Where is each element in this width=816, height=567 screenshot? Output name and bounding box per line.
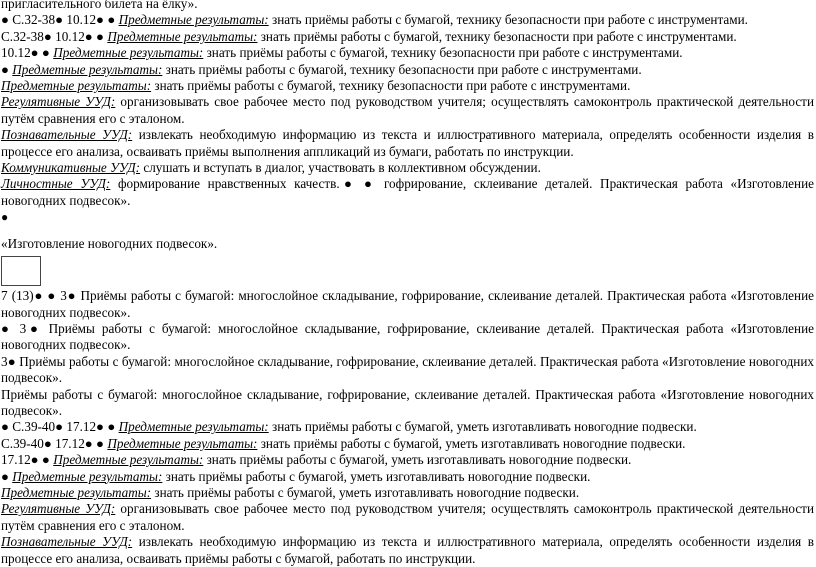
line-text: слушать и вступать в диалог, участвовать в коллективном обсуждении. (140, 160, 541, 176)
paragraph-cognitive (0, 127, 816, 160)
line-text: знать приёмы работы с бумагой, уметь изготавливать новогодние подвески. (151, 484, 580, 500)
text-line (0, 419, 816, 435)
label-subject-results: Предметные результаты: (12, 468, 163, 484)
label-subject-results: Предметные результаты: (53, 45, 204, 61)
paragraph-lesson (0, 288, 816, 321)
text-line (0, 160, 816, 176)
line-text: знать приёмы работы с бумагой, уметь изготавливать новогодние подвески. (257, 435, 686, 451)
paragraph-personal (0, 176, 816, 209)
empty-cell-box (1, 256, 41, 286)
label-cognitive: Познавательные УУД: (1, 127, 133, 143)
text-line (0, 12, 816, 28)
line-prefix: ● С.32-38● 10.12● ● (1, 12, 119, 28)
text-line (0, 29, 816, 45)
text-line (0, 209, 816, 225)
paragraph-text: ● 3● Приёмы работы с бумагой: многослойное складывание, гофрирование, склеивание деталей. Практическая работа «Изготовление новогодних подвесок». (1, 320, 814, 353)
paragraph-text: Приёмы работы с бумагой: многослойное складывание, гофрирование, склеивание деталей. Практическая работа «Изготовление новогодних подвесок». (1, 386, 814, 418)
label-subject-results: Предметные результаты: (1, 78, 152, 94)
label-subject-results: Предметные результаты: (53, 452, 204, 468)
label-subject-results: Предметные результаты: (12, 61, 163, 77)
line-text: знать приёмы работы с бумагой, уметь изготавливать новогодние подвески. (203, 452, 632, 468)
label-subject-results: Предметные результаты: (107, 28, 258, 44)
label-subject-results: Предметные результаты: (118, 419, 269, 435)
label-communicative: Коммуникативные УУД: (1, 160, 141, 176)
paragraph-lesson (0, 321, 816, 354)
line-text: знать приёмы работы с бумагой, технику безопасности при работе с инструментами. (151, 78, 631, 94)
label-subject-results: Предметные результаты: (1, 484, 152, 500)
text-line (0, 436, 816, 452)
paragraph-cognitive (0, 534, 816, 567)
paragraph-text: извлекать необходимую информацию из текста и иллюстративного материала, определять особенности изделия в процессе его анализа, осваивать приёмы выполнения аппликаций из бумаги, работать по инструкции. (1, 127, 814, 159)
text-line (0, 469, 816, 485)
paragraph-text: организовывать свое рабочее место под руководством учителя; осуществлять самоконтроль практической деятельности путём сравнения его с эталоном. (1, 501, 815, 533)
line-text: знать приёмы работы с бумагой, технику безопасности при работе с инструментами. (257, 28, 737, 44)
line-text: знать приёмы работы с бумагой, технику безопасности при работе с инструментами. (162, 61, 642, 77)
paragraph-lesson (0, 387, 816, 420)
line-prefix: ● (1, 61, 13, 77)
line-text: знать приёмы работы с бумагой, уметь изготавливать новогодние подвески. (268, 419, 697, 435)
label-regulatory: Регулятивные УУД: (1, 94, 116, 110)
text-line (0, 452, 816, 468)
text-line (0, 236, 816, 252)
line-text: знать приёмы работы с бумагой, технику безопасности при работе с инструментами. (268, 12, 748, 28)
line-prefix: 10.12● ● (1, 45, 54, 61)
text-line (0, 485, 816, 501)
line-text: знать приёмы работы с бумагой, уметь изготавливать новогодние подвески. (162, 468, 591, 484)
bullet-icon: ● (1, 210, 9, 225)
label-regulatory: Регулятивные УУД: (1, 501, 116, 517)
label-subject-results: Предметные результаты: (118, 12, 269, 28)
text-line (0, 78, 816, 94)
line-prefix: С.39-40● 17.12● ● (1, 435, 108, 451)
label-subject-results: Предметные результаты: (107, 435, 258, 451)
label-personal: Личностные УУД: (1, 176, 111, 192)
paragraph-text: 3● Приёмы работы с бумагой: многослойное складывание, гофрирование, склеивание деталей. Практическая работа «Изготовление новогодних подвесок». (1, 353, 814, 386)
line-prefix: 17.12● ● (1, 452, 54, 468)
line-prefix: С.32-38● 10.12● ● (1, 28, 108, 44)
line-prefix: ● (1, 468, 13, 484)
paragraph-regulatory (0, 94, 816, 127)
text-line (0, 62, 816, 78)
line-text: пригласительного билета на ёлку». (1, 0, 198, 11)
paragraph-text: формирование нравственных качеств.● ● гофрирование, склеивание деталей. Практическая работа «Изготовление новогодних подвесок». (1, 176, 815, 208)
paragraph-text: 7 (13)● ● 3● Приёмы работы с бумагой: многослойное складывание, гофрирование, склеивание деталей. Практическая работа «Изготовление новогодних подвесок». (1, 288, 814, 320)
paragraph-regulatory (0, 501, 816, 534)
line-prefix: ● С.39-40● 17.12● ● (1, 419, 119, 435)
label-cognitive: Познавательные УУД: (1, 534, 133, 550)
paragraph-text: организовывать свое рабочее место под руководством учителя; осуществлять самоконтроль практической деятельности путём сравнения его с эталоном. (1, 94, 815, 126)
text-line (0, 45, 816, 61)
line-text: «Изготовление новогодних подвесок». (1, 235, 218, 251)
text-line (0, 0, 816, 12)
paragraph-text: извлекать необходимую информацию из текста и иллюстративного материала, определять особенности изделия в процессе его анализа, осваивать приёмы работы с бумагой, работать по инструкции. (1, 534, 814, 566)
spacer (0, 226, 816, 236)
line-text: знать приёмы работы с бумагой, технику безопасности при работе с инструментами. (203, 45, 683, 61)
paragraph-lesson (0, 354, 816, 387)
